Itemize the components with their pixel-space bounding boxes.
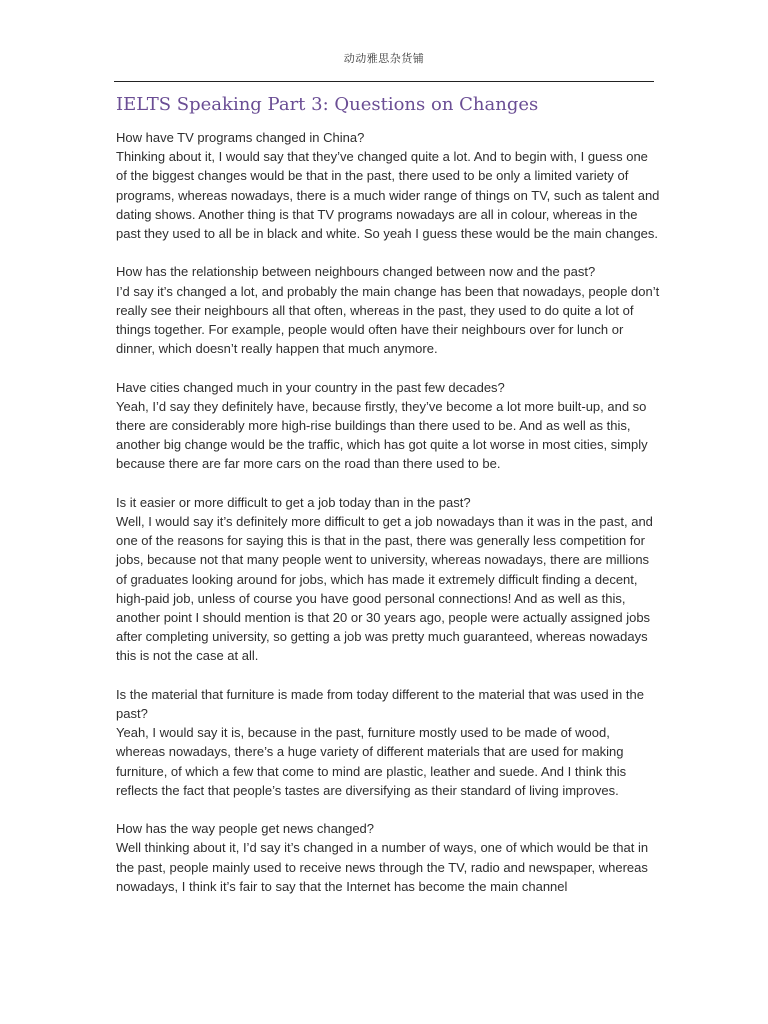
question-text: How has the way people get news changed? (116, 821, 375, 837)
answer-text: Thinking about it, I would say that they’ve changed quite a lot. And to begin with, I guess one of the biggest changes would be that in the past, there used to be only a limited variety of programs, whereas nowadays, there is a much wider range of things on TV, such as talent and dating shows. Another thing is that TV programs nowadays are all in colour, whereas in the past they used to all be in black and white. So yeah I guess these would be the main changes. (116, 149, 660, 242)
qa-block-news (116, 819, 661, 896)
answer-text: Well thinking about it, I’d say it’s changed in a number of ways, one of which would be that in the past, people mainly used to receive news through the TV, radio and newspaper, whereas nowadays, I think it’s fair to say that the Internet has become the main channel (116, 840, 649, 894)
document-title: IELTS Speaking Part 3: Questions on Changes (116, 94, 539, 115)
qa-block-jobs (116, 493, 661, 666)
qa-block-furniture (116, 685, 661, 800)
qa-block-cities (116, 378, 661, 474)
qa-block-neighbours (116, 262, 661, 358)
document-body (116, 128, 661, 915)
question-text: Is it easier or more difficult to get a job today than in the past? (116, 494, 471, 510)
question-text: Is the material that furniture is made from today different to the material that was used in the past? (116, 686, 644, 722)
answer-text: Yeah, I would say it is, because in the past, furniture mostly used to be made of wood, whereas nowadays, there’s a huge variety of different materials that are used for making furniture, of which a few that come to mind are plastic, leather and suede. And I think this reflects the fact that people’s tastes are diversifying as their standard of living improves. (116, 725, 627, 798)
question-text: How has the relationship between neighbours changed between now and the past? (116, 264, 596, 280)
question-text: How have TV programs changed in China? (116, 130, 365, 145)
question-text: Have cities changed much in your country in the past few decades? (116, 379, 505, 395)
header-divider (114, 81, 654, 82)
qa-block-tv-programs (116, 128, 661, 243)
answer-text: Yeah, I’d say they definitely have, because firstly, they’ve become a lot more built-up, and so there are considerably more high-rise buildings than there used to be. And as well as this, another big change would be the traffic, which has got quite a lot worse in most cities, simply because there are far more cars on the road than there used to be. (116, 398, 648, 472)
answer-text: I’d say it’s changed a lot, and probably the main change has been that nowadays, people don’t really see their neighbours all that often, whereas in the past, they used to do quite a lot of things together. For example, people would often have their neighbours over for lunch or dinner, which doesn’t really happen that much anymore. (116, 283, 660, 357)
running-header: 动动雅思杂货铺 (343, 52, 425, 65)
answer-text: Well, I would say it’s definitely more difficult to get a job nowadays than it was in the past, and one of the reasons for saying this is that in the past, there was generally less competition for jobs, because not that many people went to university, whereas nowadays, there are millions of graduates looking around for jobs, which has made it extremely difficult finding a decent, high-paid job, unless of course you have good personal connections! And as well as this, another point I should mention is that 20 or 30 years ago, people were actually assigned jobs after completing university, so getting a job was pretty much guaranteed, whereas nowadays this is not the case at all. (116, 514, 653, 664)
